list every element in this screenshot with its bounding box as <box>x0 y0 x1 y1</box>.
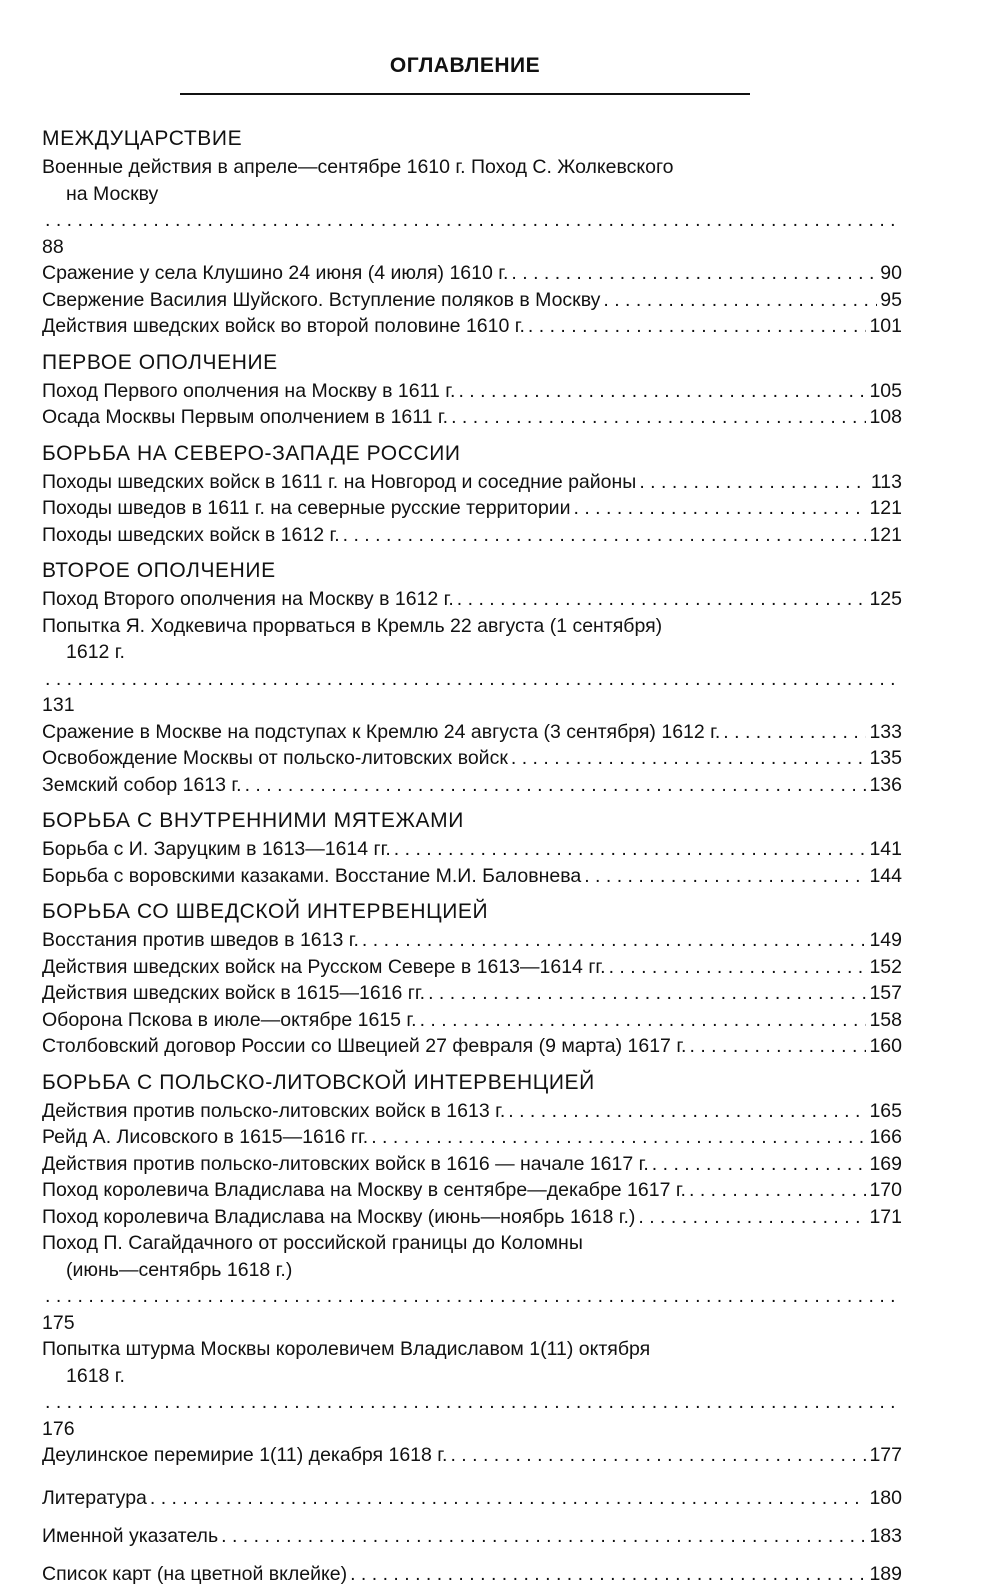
back-matter <box>42 1479 902 1593</box>
entry-title: Походы шведских войск в 1612 г. <box>42 523 340 546</box>
section-heading: ВТОРОЕ ОПОЛЧЕНИЕ <box>42 559 276 582</box>
toc-entry[interactable] <box>42 613 902 719</box>
entry-title: Столбовский договор России со Швецией 27 февраля (9 марта) 1617 г. <box>42 1035 687 1057</box>
toc-entry[interactable] <box>42 719 902 746</box>
dot-leader <box>457 586 867 613</box>
entry-title: 1618 г. <box>66 1364 125 1387</box>
toc-entry[interactable] <box>42 404 902 431</box>
entry-title: 1612 г. <box>66 641 125 663</box>
page-number: 136 <box>869 773 902 796</box>
section-heading: БОРЬБА НА СЕВЕРО-ЗАПАДЕ РОССИИ <box>42 441 461 465</box>
toc-entry[interactable] <box>42 927 902 954</box>
page-number: 183 <box>869 1524 902 1547</box>
dot-leader <box>350 1555 866 1593</box>
toc-entry[interactable] <box>42 836 902 863</box>
page-number: 176 <box>42 1417 75 1440</box>
page-number: 108 <box>869 406 902 428</box>
entry-title: Походы шведских войск в 1611 г. на Новгород и соседние районы <box>42 470 637 493</box>
section-heading: МЕЖДУЦАРСТВИЕ <box>42 127 243 150</box>
toc-entry[interactable] <box>42 1098 902 1125</box>
page-number: 88 <box>42 235 64 258</box>
toc-entry[interactable] <box>42 378 902 405</box>
page-number: 105 <box>869 379 902 402</box>
toc-entry[interactable] <box>42 154 902 260</box>
toc-section <box>42 806 902 889</box>
dot-leader <box>573 495 866 522</box>
toc-entry[interactable] <box>42 772 902 799</box>
entry-title: Борьба с И. Заруцким в 1613—1614 гг. <box>42 838 391 860</box>
toc-entry[interactable] <box>42 1204 902 1231</box>
entry-title: Рейд А. Лисовского в 1615—1616 гг. <box>42 1126 369 1148</box>
entry-title: Свержение Василия Шуйского. Вступление поляков в Москву <box>42 288 601 311</box>
entry-title: Литература <box>42 1486 147 1509</box>
page-number: 152 <box>869 955 902 978</box>
page-number: 157 <box>869 982 902 1004</box>
toc-entry[interactable] <box>42 313 902 340</box>
page-number: 170 <box>869 1179 902 1201</box>
dot-leader <box>450 1442 866 1469</box>
page-number: 90 <box>880 262 902 284</box>
dot-leader <box>511 745 867 772</box>
toc-entry[interactable] <box>42 586 902 613</box>
entry-title: Поход королевича Владислава на Москву (июнь—ноябрь 1618 г.) <box>42 1205 636 1228</box>
dot-leader <box>723 719 866 746</box>
page-number: 95 <box>880 288 902 311</box>
dot-leader <box>451 404 866 431</box>
dot-leader <box>528 313 867 340</box>
page-number: 189 <box>869 1562 902 1585</box>
entry-title: Действия против польско-литовских войск в 1616 — начале 1617 г. <box>42 1152 649 1175</box>
toc-section <box>42 1068 902 1469</box>
dot-leader <box>458 378 866 405</box>
entry-title: Освобождение Москвы от польско-литовских войск <box>42 747 508 769</box>
entry-title-line1: Военные действия в апреле—сентябре 1610 г. Поход С. Жолкевского <box>42 156 674 178</box>
entry-title: Поход королевича Владислава на Москву в сентябре—декабре 1617 г. <box>42 1179 686 1201</box>
dot-leader <box>508 1098 866 1125</box>
page-number: 144 <box>869 864 902 887</box>
entry-title: Походы шведов в 1611 г. на северные русские территории <box>42 497 571 519</box>
toc-entry[interactable] <box>42 1442 902 1469</box>
page-number: 160 <box>869 1035 902 1057</box>
section-heading: БОРЬБА С ВНУТРЕННИМИ МЯТЕЖАМИ <box>42 809 464 832</box>
page-number: 177 <box>869 1444 902 1466</box>
entry-title: Действия шведских войск в 1615—1616 гг. <box>42 982 426 1004</box>
toc-entry[interactable] <box>42 954 902 981</box>
entry-title: Деулинское перемирие 1(11) декабря 1618 г. <box>42 1444 448 1466</box>
dot-leader <box>221 1517 866 1555</box>
entry-title: Сражение у села Клушино 24 июня (4 июля) 1610 г. <box>42 262 509 284</box>
page-number: 113 <box>870 470 902 493</box>
toc-section <box>42 124 902 340</box>
entry-title: (июнь—сентябрь 1618 г.) <box>66 1258 293 1281</box>
page-number: 171 <box>869 1205 902 1228</box>
toc-entry[interactable] <box>42 1124 902 1151</box>
toc-entry[interactable] <box>42 260 902 287</box>
dot-leader <box>45 207 899 234</box>
toc-entry[interactable] <box>42 863 902 890</box>
toc-entry[interactable] <box>42 1151 902 1178</box>
dot-leader <box>45 666 899 693</box>
entry-title: Действия против польско-литовских войск в 1613 г. <box>42 1099 506 1122</box>
page-number: 158 <box>869 1008 902 1031</box>
toc-section <box>42 348 902 431</box>
toc-entry[interactable] <box>42 287 902 314</box>
entry-title: Поход Первого ополчения на Москву в 1611 г. <box>42 379 456 402</box>
dot-leader <box>150 1479 867 1517</box>
dot-leader <box>584 863 866 890</box>
toc-section <box>42 556 902 798</box>
page-number: 135 <box>869 747 902 769</box>
entry-title: Поход Второго ополчения на Москву в 1612 г. <box>42 588 454 610</box>
dot-leader <box>420 1007 867 1034</box>
toc-entry[interactable] <box>42 1230 902 1336</box>
dot-leader <box>689 1033 866 1060</box>
dot-leader <box>511 260 877 287</box>
dot-leader <box>362 927 867 954</box>
toc-entry-name-index[interactable] <box>42 1517 902 1555</box>
toc-entry[interactable] <box>42 745 902 772</box>
entry-title: Земский собор 1613 г. <box>42 773 242 796</box>
page-number: 169 <box>869 1152 902 1175</box>
page-number: 101 <box>869 315 902 337</box>
dot-leader <box>394 836 867 863</box>
dot-leader <box>689 1177 866 1204</box>
toc-entry-map-list[interactable] <box>42 1555 902 1593</box>
entry-title: на Москву <box>66 182 159 205</box>
entry-title: Список карт (на цветной вклейке) <box>42 1562 348 1585</box>
dot-leader <box>343 522 867 549</box>
page-number: 166 <box>869 1126 902 1148</box>
dot-leader <box>245 772 867 799</box>
dot-leader <box>603 287 877 314</box>
entry-title: Именной указатель <box>42 1524 219 1547</box>
page-number: 133 <box>869 720 902 743</box>
page-number: 125 <box>869 588 902 610</box>
entry-title-line1: Попытка Я. Ходкевича прорваться в Кремль 22 августа (1 сентября) <box>42 614 663 637</box>
page-number: 175 <box>42 1311 75 1334</box>
title-underline <box>180 93 750 95</box>
dot-leader <box>45 1283 899 1310</box>
entry-title: Борьба с воровскими казаками. Восстание М.И. Баловнева <box>42 864 582 887</box>
entry-title: Оборона Пскова в июле—октябре 1615 г. <box>42 1008 417 1031</box>
entry-title: Восстания против шведов в 1613 г. <box>42 929 359 951</box>
table-of-contents <box>42 120 902 1593</box>
page-number: 131 <box>42 694 75 716</box>
entry-title: Осада Москвы Первым ополчением в 1611 г. <box>42 406 449 428</box>
entry-title-line1: Поход П. Сагайдачного от российской границы до Коломны <box>42 1232 583 1254</box>
page-number: 121 <box>869 523 902 546</box>
toc-entry[interactable] <box>42 469 902 496</box>
page-number: 165 <box>869 1099 902 1122</box>
toc-entry[interactable] <box>42 495 902 522</box>
entry-title: Сражение в Москве на подступах к Кремлю 24 августа (3 сентября) 1612 г. <box>42 720 721 743</box>
toc-entry[interactable] <box>42 980 902 1007</box>
dot-leader <box>371 1124 866 1151</box>
entry-title-line1: Попытка штурма Москвы королевичем Владиславом 1(11) октября <box>42 1338 651 1360</box>
dot-leader <box>609 954 867 981</box>
toc-entry[interactable] <box>42 1007 902 1034</box>
section-heading: БОРЬБА С ПОЛЬСКО-ЛИТОВСКОЙ ИНТЕРВЕНЦИЕЙ <box>42 1070 595 1094</box>
toc-entry[interactable] <box>42 1033 902 1060</box>
toc-entry[interactable] <box>42 1336 902 1442</box>
toc-entry-literature[interactable] <box>42 1479 902 1517</box>
toc-section <box>42 439 902 549</box>
entry-title: Действия шведских войск на Русском Севере в 1613—1614 гг. <box>42 955 606 978</box>
page-number: 141 <box>869 838 902 860</box>
dot-leader <box>45 1389 899 1416</box>
dot-leader <box>638 1204 866 1231</box>
dot-leader <box>652 1151 867 1178</box>
page-number: 180 <box>869 1486 902 1509</box>
dot-leader <box>639 469 868 496</box>
page-number: 121 <box>869 497 902 519</box>
toc-entry[interactable] <box>42 522 902 549</box>
toc-section <box>42 897 902 1060</box>
dot-leader <box>428 980 866 1007</box>
page-title: ОГЛАВЛЕНИЕ <box>389 54 541 77</box>
toc-entry[interactable] <box>42 1177 902 1204</box>
section-heading: ПЕРВОЕ ОПОЛЧЕНИЕ <box>42 350 278 374</box>
entry-title: Действия шведских войск во второй половине 1610 г. <box>42 315 525 337</box>
page-number: 149 <box>869 929 902 951</box>
section-heading: БОРЬБА СО ШВЕДСКОЙ ИНТЕРВЕНЦИЕЙ <box>42 900 489 923</box>
